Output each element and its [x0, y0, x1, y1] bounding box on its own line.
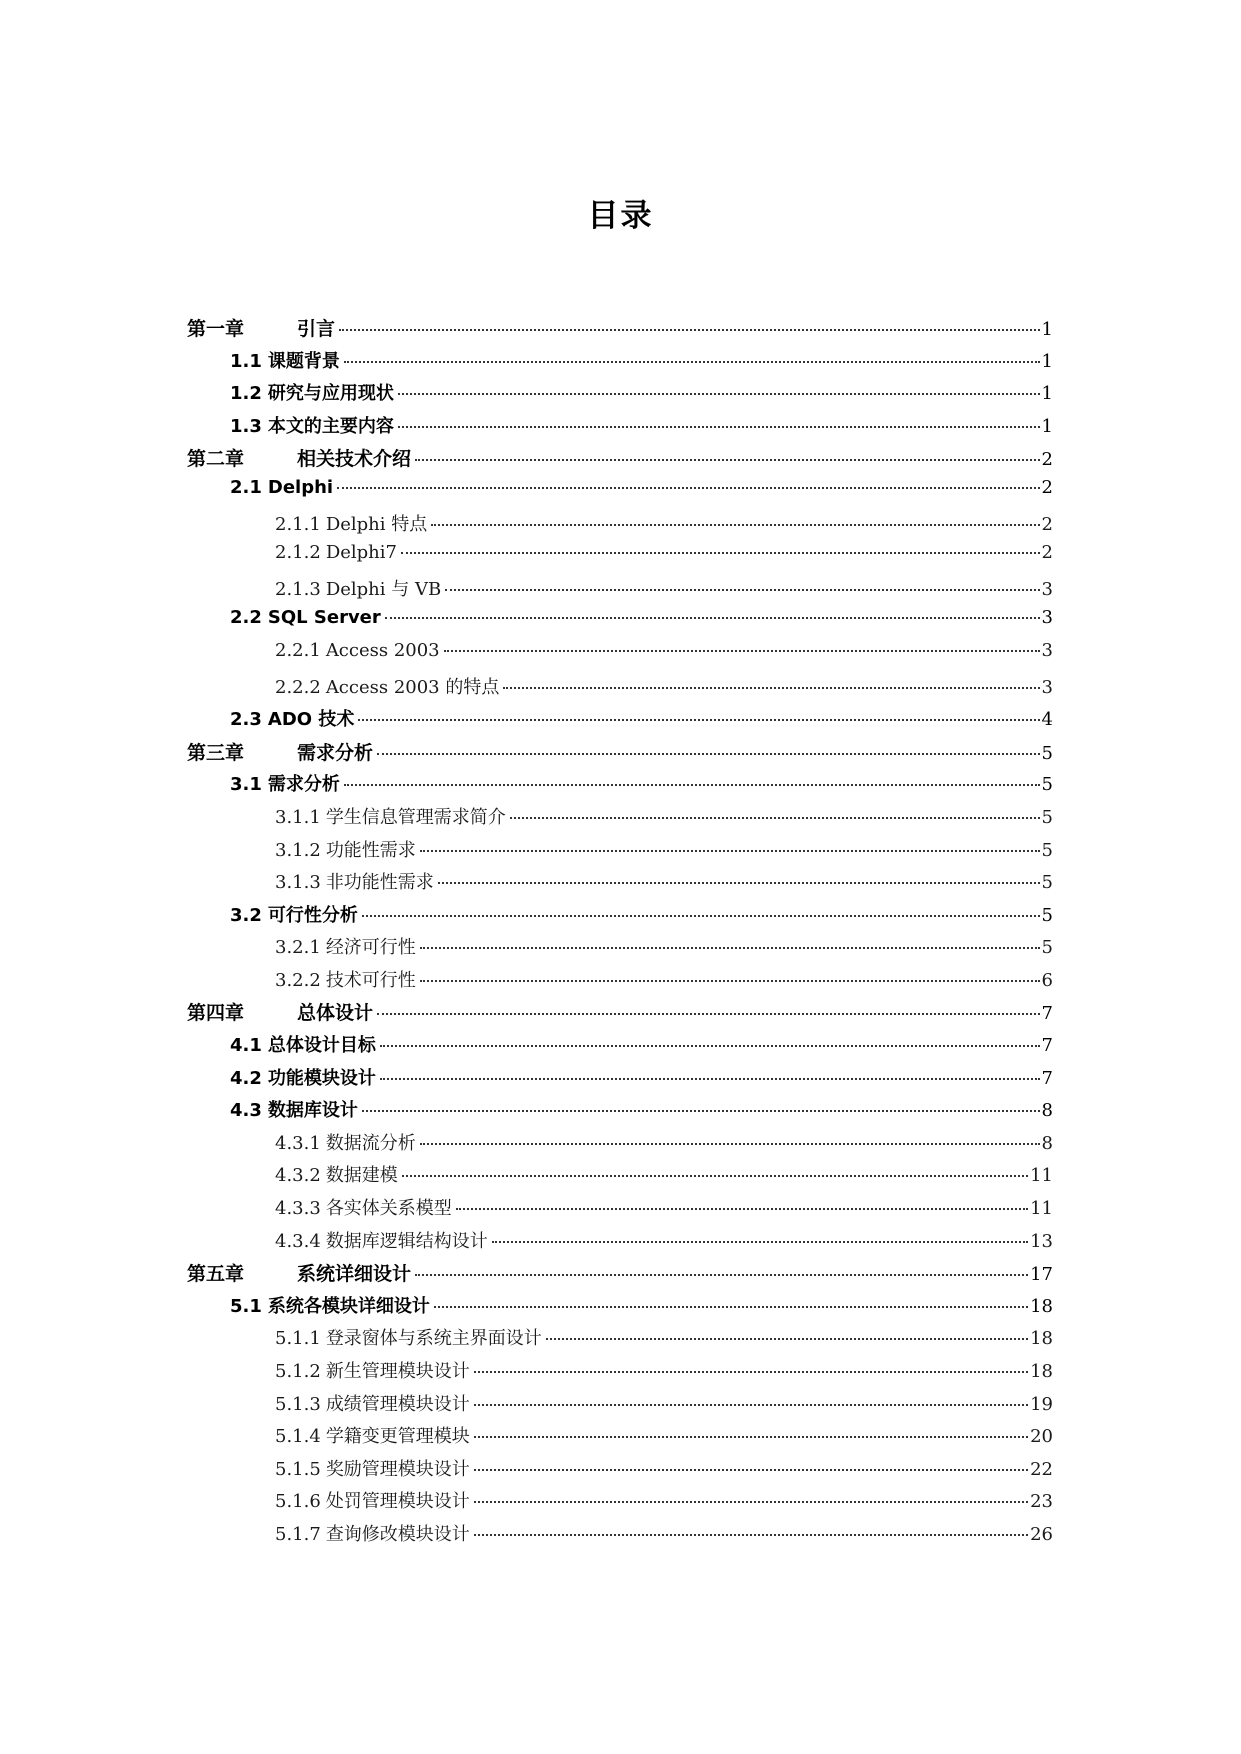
dot-leader: [445, 589, 1039, 591]
toc-entry-title: 系统详细设计: [297, 1263, 412, 1286]
toc-entry-page-number: 18: [1030, 1328, 1053, 1350]
dot-leader: [503, 687, 1039, 689]
toc-entry[interactable]: [187, 444, 1053, 477]
toc-entry-title: 登录窗体与系统主界面设计: [325, 1328, 542, 1350]
toc-entry-title: Access 2003 的特点: [325, 676, 500, 698]
toc-entry-page-number: 5: [1041, 839, 1053, 861]
dot-leader: [434, 1306, 1028, 1308]
toc-entry-title: 需求分析: [297, 741, 374, 764]
toc-entry-title: 数据库逻辑结构设计: [325, 1230, 488, 1252]
toc-entry-number: 3.2.1: [275, 937, 321, 959]
toc-entry-page-number: 1: [1041, 319, 1053, 340]
toc-entry-number: 4.1: [230, 1035, 262, 1057]
toc-entry-title: 可行性分析: [267, 904, 358, 926]
toc-entry[interactable]: [187, 1455, 1053, 1488]
toc-entry[interactable]: [187, 901, 1053, 934]
dot-leader: [474, 1404, 1028, 1406]
toc-entry-page-number: 23: [1030, 1491, 1053, 1513]
dot-leader: [377, 753, 1040, 755]
toc-entry-page-number: 3: [1041, 676, 1053, 698]
toc-entry-number: 2.2.1: [275, 639, 321, 661]
toc-entry-number: 5.1.7: [275, 1523, 321, 1545]
toc-entry-title: SQL Server: [267, 607, 381, 629]
toc-entry-title: 查询修改模块设计: [325, 1523, 470, 1545]
toc-entry-title: 技术可行性: [325, 969, 416, 991]
toc-entry-page-number: 3: [1041, 578, 1053, 600]
toc-entry-title: 功能性需求: [325, 839, 416, 861]
toc-entry-page-number: 4: [1041, 709, 1053, 731]
toc-entry[interactable]: [187, 1390, 1053, 1423]
toc-entry-page-number: 3: [1041, 639, 1053, 661]
toc-entry-page-number: 20: [1030, 1426, 1053, 1448]
dot-leader: [474, 1534, 1028, 1536]
toc-entry-page-number: 18: [1030, 1361, 1053, 1382]
toc-entry-page-number: 6: [1041, 969, 1053, 991]
dot-leader: [546, 1338, 1028, 1340]
toc-entry[interactable]: [187, 1520, 1053, 1553]
toc-entry-number: 3.1.3: [275, 872, 321, 894]
toc-entry-number: 2.2.2: [275, 676, 321, 698]
toc-entry-number: 1.1: [230, 350, 262, 372]
toc-entry[interactable]: [187, 1064, 1053, 1097]
toc-entry-title: 成绩管理模块设计: [325, 1393, 470, 1415]
toc-entry[interactable]: [187, 998, 1053, 1031]
toc-entry-title: 处罚管理模块设计: [325, 1491, 470, 1513]
toc-entry[interactable]: [187, 868, 1053, 901]
toc-entry-title: Delphi 与 VB: [325, 578, 442, 600]
toc-entry-page-number: 5: [1041, 872, 1053, 894]
toc-entry-page-number: 5: [1041, 806, 1053, 828]
toc-entry-number: 第一章: [187, 318, 245, 340]
toc-entry-page-number: 5: [1041, 742, 1053, 764]
toc-entry-number: 3.2: [230, 904, 262, 926]
dot-leader: [401, 552, 1040, 554]
toc-entry[interactable]: [187, 966, 1053, 999]
toc-entry-number: 5.1.5: [275, 1458, 321, 1480]
toc-entry[interactable]: [187, 803, 1053, 836]
toc-entry-number: 第二章: [187, 448, 245, 471]
toc-entry-page-number: 2: [1041, 513, 1053, 535]
dot-leader: [398, 426, 1040, 428]
toc-entry-number: 5.1.2: [275, 1361, 321, 1382]
toc-entry-title: Access 2003: [325, 639, 440, 661]
toc-entry-page-number: 7: [1041, 1003, 1053, 1025]
toc-entry-title: 各实体关系模型: [325, 1198, 452, 1220]
toc-entry-page-number: 1: [1041, 415, 1053, 437]
toc-entry-page-number: 2: [1041, 476, 1053, 498]
toc-entry-number: 1.2: [230, 383, 262, 405]
toc-entry[interactable]: [187, 607, 1053, 640]
dot-leader: [339, 329, 1040, 331]
page-title: 目录: [587, 198, 654, 234]
toc-entry-number: 第三章: [187, 741, 245, 764]
toc-entry-page-number: 8: [1041, 1132, 1053, 1154]
toc-entry-title: 新生管理模块设计: [325, 1361, 470, 1382]
toc-entry-number: 1.3: [230, 415, 262, 437]
toc-entry[interactable]: [187, 1357, 1053, 1390]
dot-leader: [431, 524, 1039, 526]
toc-entry-number: 2.1.1: [275, 513, 321, 535]
dot-leader: [474, 1436, 1028, 1438]
toc-entry-page-number: 18: [1030, 1295, 1053, 1317]
dot-leader: [358, 719, 1039, 721]
toc-entry[interactable]: [187, 673, 1053, 706]
toc-entry-title: 本文的主要内容: [267, 415, 394, 437]
toc-entry[interactable]: [187, 1129, 1053, 1162]
dot-leader: [420, 850, 1040, 852]
toc-entry[interactable]: [187, 738, 1053, 771]
dot-leader: [402, 1175, 1028, 1177]
toc-entry-title: 功能模块设计: [267, 1067, 376, 1089]
toc-entry-page-number: 19: [1030, 1393, 1053, 1415]
toc-entry-page-number: 2: [1041, 542, 1053, 564]
dot-leader: [398, 393, 1040, 395]
toc-entry[interactable]: [187, 1292, 1053, 1325]
dot-leader: [420, 947, 1040, 949]
toc-entry-number: 2.2: [230, 607, 262, 629]
toc-entry-title: 数据建模: [325, 1165, 398, 1187]
toc-entry-number: 4.3.2: [275, 1165, 321, 1187]
toc-entry-number: 第五章: [187, 1263, 245, 1286]
toc-entry-page-number: 11: [1030, 1165, 1053, 1187]
dot-leader: [474, 1501, 1028, 1503]
toc-entry-page-number: 7: [1041, 1067, 1053, 1089]
toc-entry-title: 需求分析: [267, 774, 340, 796]
toc-entry-number: 5.1.3: [275, 1393, 321, 1415]
toc-entry-page-number: 22: [1030, 1458, 1053, 1480]
toc-entry-title: 学籍变更管理模块: [325, 1426, 470, 1448]
toc-entry-page-number: 13: [1030, 1230, 1053, 1252]
toc-entry[interactable]: [187, 575, 1053, 608]
dot-leader: [474, 1371, 1028, 1373]
toc-entry[interactable]: [187, 1227, 1053, 1260]
toc-entry-title: 系统各模块详细设计: [267, 1295, 430, 1317]
toc-entry[interactable]: [187, 1422, 1053, 1455]
toc-entry-page-number: 1: [1041, 383, 1053, 405]
toc-entry-page-number: 7: [1041, 1035, 1053, 1057]
toc-entry-page-number: 11: [1030, 1198, 1053, 1220]
dot-leader: [415, 459, 1040, 461]
toc-entry-title: 经济可行性: [325, 937, 416, 959]
toc-entry-page-number: 3: [1041, 607, 1053, 629]
toc-entry-title: 学生信息管理需求简介: [325, 806, 506, 828]
toc-entry[interactable]: [187, 640, 1053, 673]
toc-entry[interactable]: [187, 379, 1053, 412]
toc-entry-page-number: 8: [1041, 1100, 1053, 1122]
toc-entry-number: 5.1: [230, 1295, 262, 1317]
toc-entry-title: Delphi 特点: [325, 513, 428, 535]
toc-entry-number: 2.3: [230, 709, 262, 731]
toc-entry-page-number: 26: [1030, 1523, 1053, 1545]
toc-entry[interactable]: [187, 1259, 1053, 1292]
toc-entry[interactable]: [187, 1161, 1053, 1194]
toc-entry-title: 引言: [297, 318, 336, 340]
toc-entry[interactable]: [187, 1096, 1053, 1129]
toc-entry-number: 3.1.2: [275, 839, 321, 861]
toc-entry-title: 课题背景: [267, 350, 340, 372]
toc-entry-number: 4.3.1: [275, 1132, 321, 1154]
toc-entry-number: 4.3.3: [275, 1198, 321, 1220]
toc-entry-title: 总体设计: [297, 1002, 374, 1025]
toc-entry[interactable]: [187, 347, 1053, 380]
toc-entry-title: 数据库设计: [267, 1100, 358, 1122]
dot-leader: [362, 1110, 1040, 1112]
toc-entry-page-number: 5: [1041, 937, 1053, 959]
toc-entry[interactable]: [187, 1194, 1053, 1227]
toc-entry-title: 奖励管理模块设计: [325, 1458, 470, 1480]
toc-entry[interactable]: [187, 933, 1053, 966]
dot-leader: [380, 1078, 1040, 1080]
toc-entry[interactable]: [187, 1324, 1053, 1357]
dot-leader: [377, 1013, 1040, 1015]
toc-entry-title: 总体设计目标: [267, 1035, 376, 1057]
toc-entry-number: 5.1.1: [275, 1328, 321, 1350]
dot-leader: [444, 650, 1040, 652]
dot-leader: [344, 784, 1040, 786]
toc-entry[interactable]: [187, 705, 1053, 738]
dot-leader: [420, 980, 1040, 982]
table-of-contents: [187, 314, 1053, 1553]
dot-leader: [337, 487, 1039, 489]
toc-entry-title: Delphi: [267, 476, 334, 498]
dot-leader: [420, 1143, 1040, 1145]
toc-entry-page-number: 5: [1041, 774, 1053, 796]
toc-entry-number: 5.1.6: [275, 1491, 321, 1513]
toc-entry-page-number: 5: [1041, 904, 1053, 926]
dot-leader: [362, 915, 1040, 917]
toc-entry[interactable]: [187, 510, 1053, 543]
toc-entry-title: 非功能性需求: [325, 872, 434, 894]
dot-leader: [438, 882, 1040, 884]
toc-entry[interactable]: [187, 412, 1053, 445]
toc-entry-page-number: 17: [1030, 1264, 1053, 1286]
toc-entry-number: 4.3.4: [275, 1230, 321, 1252]
toc-entry-number: 2.1.2: [275, 542, 321, 564]
toc-entry[interactable]: [187, 770, 1053, 803]
dot-leader: [492, 1241, 1028, 1243]
toc-entry-number: 第四章: [187, 1002, 245, 1025]
dot-leader: [385, 617, 1040, 619]
dot-leader: [415, 1274, 1028, 1276]
dot-leader: [380, 1045, 1040, 1047]
dot-leader: [474, 1469, 1028, 1471]
toc-entry-title: ADO 技术: [267, 709, 355, 731]
toc-entry-page-number: 1: [1041, 350, 1053, 372]
toc-entry[interactable]: [187, 542, 1053, 575]
toc-entry-number: 2.1: [230, 476, 262, 498]
toc-entry-number: 3.1.1: [275, 806, 321, 828]
toc-entry-number: 2.1.3: [275, 578, 321, 600]
toc-entry-title: 相关技术介绍: [297, 448, 412, 471]
dot-leader: [510, 817, 1040, 819]
toc-entry-number: 5.1.4: [275, 1426, 321, 1448]
toc-entry-title: 数据流分析: [325, 1132, 416, 1154]
toc-entry-number: 3.2.2: [275, 969, 321, 991]
toc-entry[interactable]: [187, 1031, 1053, 1064]
toc-entry[interactable]: [187, 1487, 1053, 1520]
toc-entry[interactable]: [187, 836, 1053, 869]
toc-entry[interactable]: [187, 477, 1053, 510]
toc-entry-page-number: 2: [1041, 449, 1053, 471]
toc-entry-title: 研究与应用现状: [267, 383, 394, 405]
toc-entry[interactable]: [187, 314, 1053, 347]
toc-entry-title: Delphi7: [325, 542, 397, 564]
dot-leader: [344, 361, 1040, 363]
toc-entry-number: 4.3: [230, 1100, 262, 1122]
toc-entry-number: 4.2: [230, 1067, 262, 1089]
dot-leader: [456, 1208, 1028, 1210]
toc-entry-number: 3.1: [230, 774, 262, 796]
